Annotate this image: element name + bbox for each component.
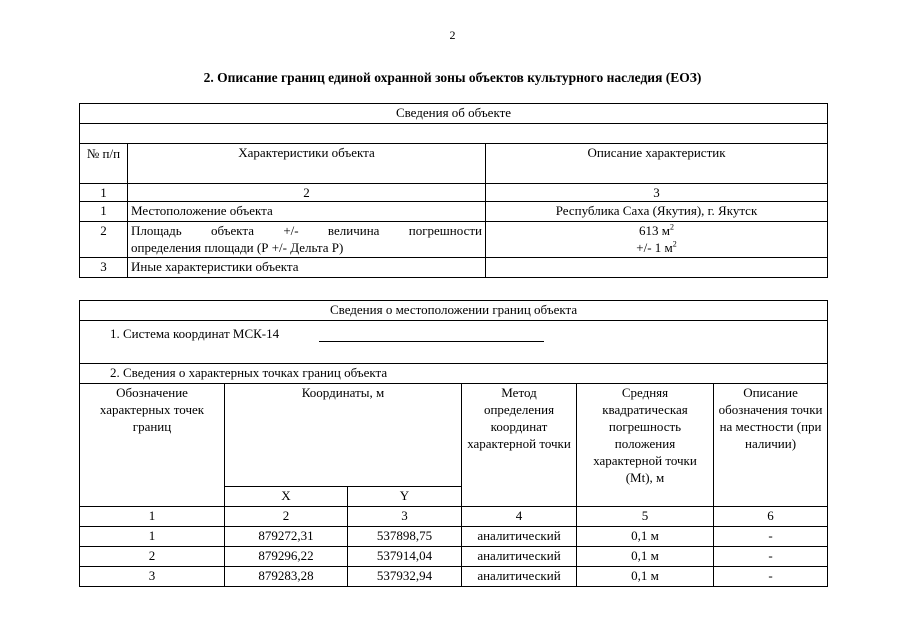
page-number: 2 — [449, 28, 456, 42]
table-row — [80, 527, 828, 547]
table-row — [80, 202, 828, 222]
header-num: № п/п — [80, 144, 128, 184]
point-label: 3 — [80, 567, 225, 587]
index-cell: 1 — [80, 507, 225, 527]
row-description — [486, 258, 828, 278]
characteristic-line: Площадь объекта +/- величина погрешности — [131, 223, 482, 238]
index-cell: 3 — [486, 184, 828, 202]
row-characteristic: Иные характеристики объекта — [128, 258, 486, 278]
header-x: X — [225, 487, 348, 507]
header-method: Метод определения координат характерной точки — [462, 384, 577, 507]
table-row — [80, 567, 828, 587]
error: 0,1 м — [577, 567, 714, 587]
header-description: Описание характеристик — [486, 144, 828, 184]
row-num: 1 — [80, 202, 128, 222]
characteristic-line: определения площади (Р +/- Дельта Р) — [131, 240, 344, 255]
description: - — [714, 547, 828, 567]
point-label: 2 — [80, 547, 225, 567]
index-cell: 5 — [577, 507, 714, 527]
coord-x: 879296,22 — [225, 547, 348, 567]
coord-y: 537932,94 — [348, 567, 462, 587]
coord-y: 537914,04 — [348, 547, 462, 567]
section-heading: 2. Описание границ единой охранной зоны объектов культурного наследия (ЕОЗ) — [203, 70, 702, 85]
index-cell: 2 — [128, 184, 486, 202]
row-num: 3 — [80, 258, 128, 278]
coord-system-row — [80, 321, 828, 364]
header-y: Y — [348, 487, 462, 507]
object-table-empty-row — [80, 124, 828, 144]
header-coordinates: Координаты, м — [225, 384, 462, 487]
points-title: 2. Сведения о характерных точках границ объекта — [80, 364, 828, 384]
description: - — [714, 567, 828, 587]
location-table-title: Сведения о местоположении границ объекта — [80, 301, 828, 321]
coord-system-label: 1. Система координат МСК-14 — [110, 326, 280, 341]
coord-system-underline — [319, 327, 544, 342]
index-cell: 4 — [462, 507, 577, 527]
index-cell: 3 — [348, 507, 462, 527]
table-row — [80, 222, 828, 258]
header-description: Описание обозначения точки на местности (при наличии) — [714, 384, 828, 507]
object-table-title: Сведения об объекте — [80, 104, 828, 124]
area-error: +/- 1 $м^2$ — [636, 239, 677, 255]
table-row — [80, 258, 828, 278]
index-cell: 2 — [225, 507, 348, 527]
method: аналитический — [462, 547, 577, 567]
area-value: 613 $м^2$ — [639, 222, 674, 238]
row-description — [486, 222, 828, 258]
coord-y: 537898,75 — [348, 527, 462, 547]
row-characteristic — [128, 222, 486, 258]
header-error: Средняя квадратическая погрешность положения характерной точки (Mt), м — [577, 384, 714, 507]
object-info-table — [79, 103, 828, 278]
header-characteristics: Характеристики объекта — [128, 144, 486, 184]
table-row — [80, 547, 828, 567]
method: аналитический — [462, 527, 577, 547]
description: - — [714, 527, 828, 547]
error: 0,1 м — [577, 527, 714, 547]
coord-x: 879283,28 — [225, 567, 348, 587]
error: 0,1 м — [577, 547, 714, 567]
index-cell: 1 — [80, 184, 128, 202]
index-cell: 6 — [714, 507, 828, 527]
header-designation: Обозначение характерных точек границ — [80, 384, 225, 507]
method: аналитический — [462, 567, 577, 587]
row-characteristic: Местоположение объекта — [128, 202, 486, 222]
location-table — [79, 300, 828, 587]
point-label: 1 — [80, 527, 225, 547]
row-description: Республика Саха (Якутия), г. Якутск — [486, 202, 828, 222]
coord-x: 879272,31 — [225, 527, 348, 547]
row-num: 2 — [80, 222, 128, 258]
